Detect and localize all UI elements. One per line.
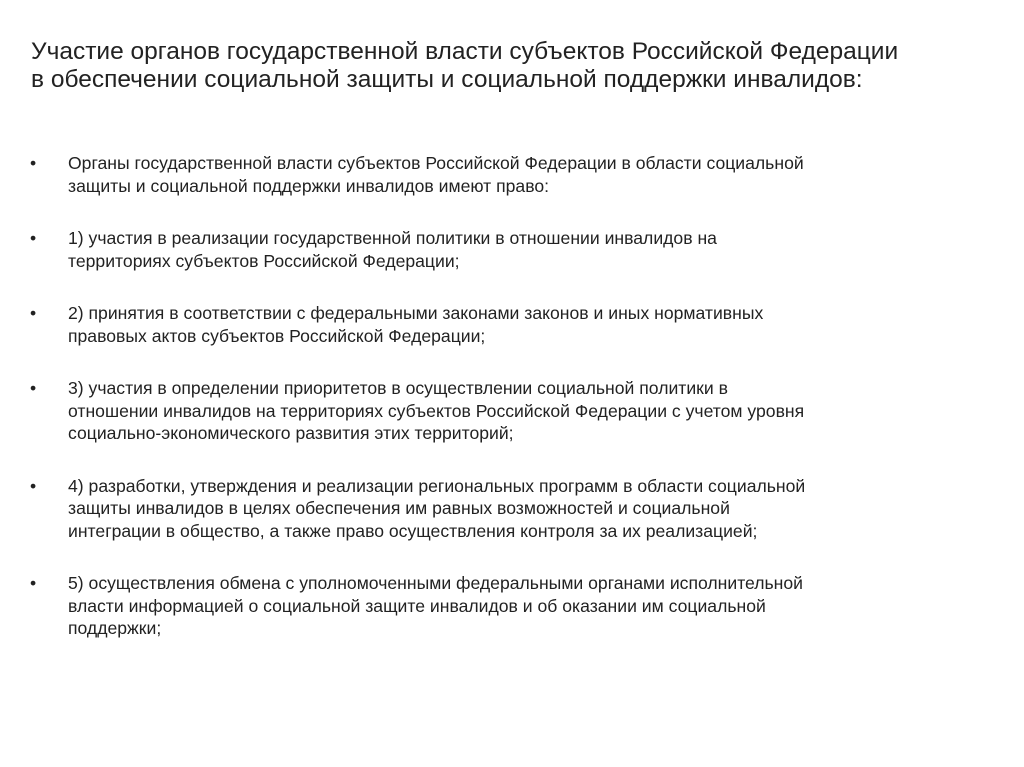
- bullet-item-1: [30, 227, 990, 272]
- bullet-dot-icon: •: [30, 153, 37, 173]
- bullet-text-line: социально-экономического развития этих территорий;: [68, 423, 514, 443]
- bullet-text-line: защиты инвалидов в целях обеспечения им равных возможностей и социальной: [68, 498, 730, 518]
- bullet-item-3: [30, 377, 990, 445]
- bullet-dot-icon: •: [30, 228, 37, 248]
- bullet-text-line: Органы государственной власти субъектов Российской Федерации в области социальной: [68, 153, 804, 173]
- slide-title-line: Участие органов государственной власти субъектов Российской Федерации: [31, 38, 899, 65]
- bullet-dot-icon: •: [30, 303, 37, 323]
- bullet-text-line: правовых актов субъектов Российской Федерации;: [68, 325, 486, 346]
- bullet-text-line: 3) участия в определении приоритетов в осуществлении социальной политики в: [68, 378, 728, 398]
- bullet-item-intro: [30, 152, 990, 197]
- bullet-text-line: отношении инвалидов на территориях субъектов Российской Федерации с учетом уровня: [68, 400, 805, 421]
- slide-title: [31, 38, 991, 94]
- bullet-text-line: 1) участия в реализации государственной политики в отношении инвалидов на: [68, 228, 717, 248]
- bullet-text-line: 2) принятия в соответствии с федеральными законами законов и иных нормативных: [68, 303, 764, 323]
- bullet-item-4: [30, 475, 990, 543]
- bullet-text-line: интеграции в общество, а также право осуществления контроля за их реализацией;: [68, 520, 758, 541]
- bullet-dot-icon: •: [30, 475, 37, 496]
- bullet-dot-icon: •: [30, 573, 37, 593]
- bullet-item-5: [30, 572, 990, 640]
- bullet-text-line: 4) разработки, утверждения и реализации региональных программ в области социальной: [68, 475, 806, 496]
- bullet-text-line: 5) осуществления обмена с уполномоченными федеральными органами исполнительной: [68, 573, 804, 593]
- bullet-dot-icon: •: [30, 378, 37, 398]
- bullet-text-line: защиты и социальной поддержки инвалидов имеют право:: [68, 175, 550, 196]
- bullet-item-2: [30, 302, 990, 347]
- bullet-text-line: власти информацией о социальной защите инвалидов и об оказании им социальной: [68, 595, 766, 616]
- bullet-text-line: поддержки;: [68, 618, 162, 638]
- slide-title-line: в обеспечении социальной защиты и социальной поддержки инвалидов:: [31, 66, 863, 93]
- bullet-list: [30, 152, 990, 640]
- bullet-text-line: территориях субъектов Российской Федерации;: [68, 250, 460, 271]
